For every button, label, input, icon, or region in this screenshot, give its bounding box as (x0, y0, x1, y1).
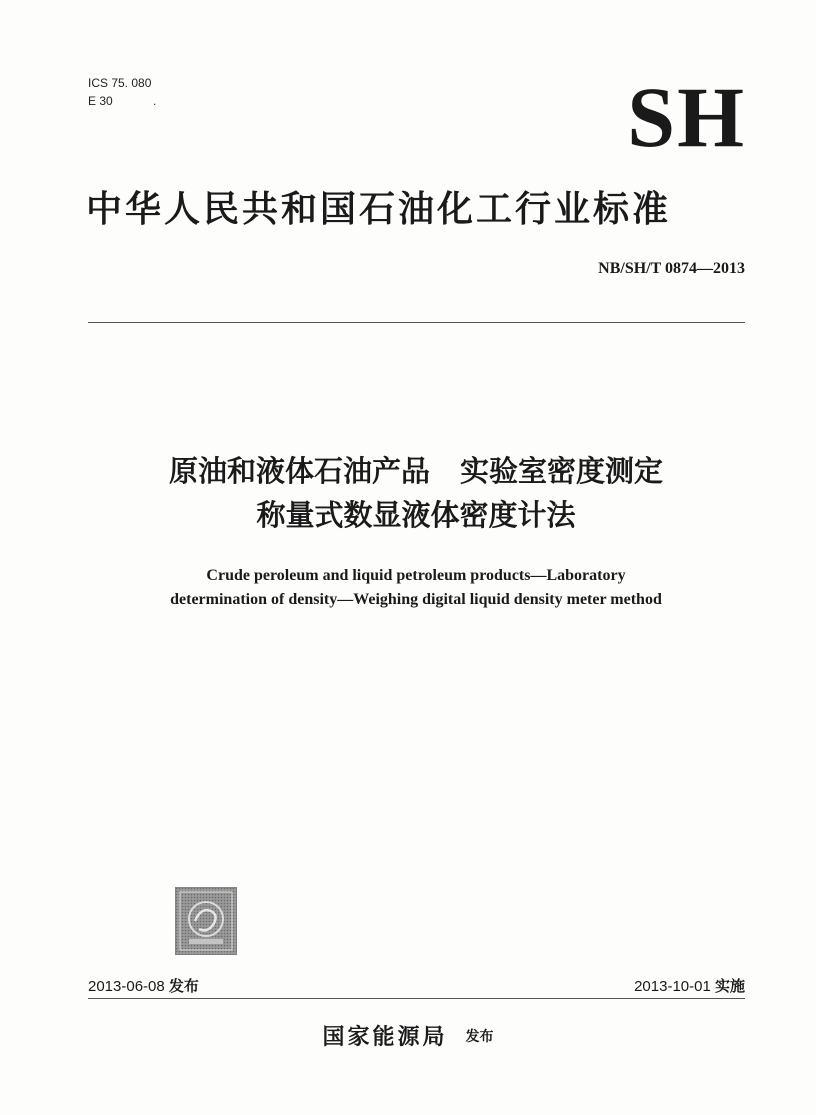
standard-category-title: 中华人民共和国石油化工行业标准 (86, 189, 672, 230)
anti-counterfeit-seal (175, 887, 237, 955)
publisher-name: 国家能源局 (322, 1025, 448, 1050)
issue-date: 2013-06-08 (88, 978, 165, 995)
stray-dot: . (153, 94, 157, 108)
title-cn-line-1-part-2: 实验室密度测定 (460, 454, 664, 488)
top-divider (88, 322, 745, 323)
document-title-chinese (60, 449, 772, 537)
title-en-line-2: determination of density—Weighing digital liquid density meter method (170, 591, 662, 608)
ics-code: ICS 75. 080 (88, 76, 152, 90)
classification-codes (88, 74, 157, 110)
standard-number: NB/SH/T 0874—2013 (598, 260, 745, 277)
title-cn-line-1 (60, 449, 772, 493)
dates-row (88, 975, 745, 999)
title-cn-line-1-part-1: 原油和液体石油产品 (168, 454, 430, 488)
category-code: E 30 (88, 94, 113, 108)
title-cn-line-2: 称量式数显液体密度计法 (256, 498, 576, 532)
effective-date-group (634, 975, 745, 998)
issue-label: 发布 (168, 977, 199, 995)
effective-date: 2013-10-01 (634, 978, 711, 995)
publisher-line (0, 1020, 816, 1051)
document-title-english (60, 564, 772, 612)
effective-label: 实施 (714, 977, 745, 995)
publisher-action: 发布 (465, 1028, 494, 1045)
industry-mark: SH (627, 69, 746, 165)
bottom-divider (88, 998, 745, 999)
title-en-line-1: Crude peroleum and liquid petroleum products—Laboratory (206, 567, 626, 584)
issue-date-group (88, 975, 199, 998)
